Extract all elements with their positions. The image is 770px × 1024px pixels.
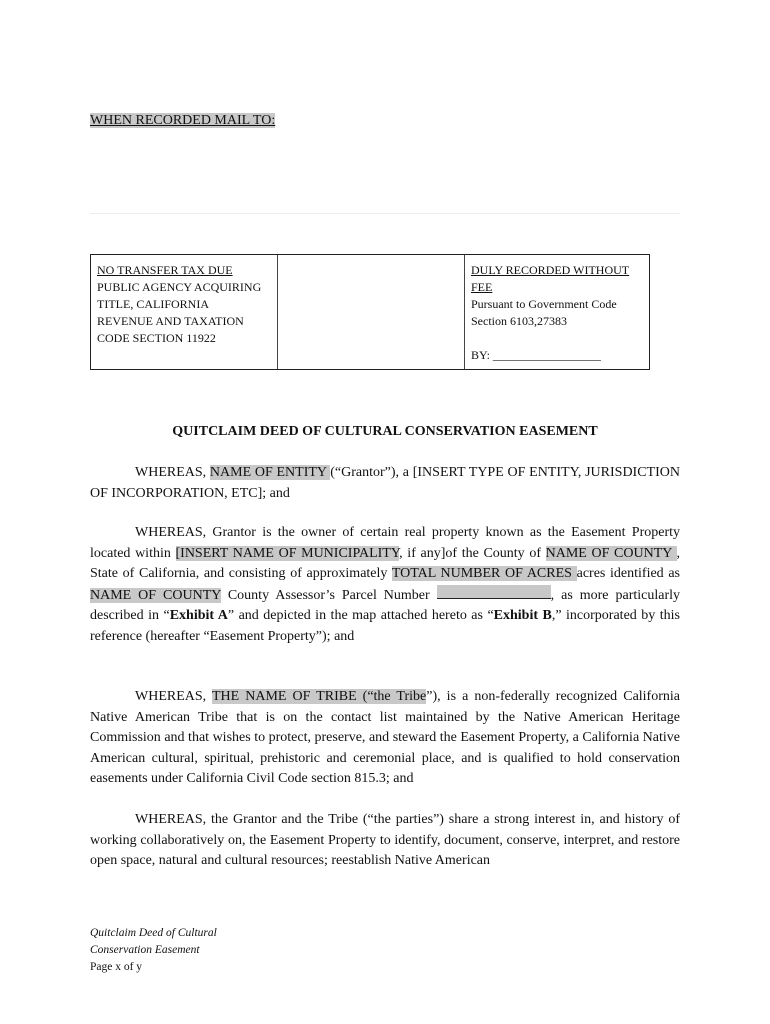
recorded-line: FEE <box>471 280 493 294</box>
whereas-paragraph-4: WHEREAS, the Grantor and the Tribe (“the parties”) share a strong interest in, and history of working collaboratively on, the Easement Property to identify, document, conserve, interpret, and restore open space, natural and cultural resources; reestablish Native American <box>90 812 680 868</box>
blank-cell <box>278 255 465 369</box>
transfer-tax-line: REVENUE AND TAXATION <box>97 314 244 328</box>
transfer-tax-line: TITLE, CALIFORNIA <box>97 297 209 311</box>
transfer-tax-cell <box>91 255 278 369</box>
document-title: QUITCLAIM DEED OF CULTURAL CONSERVATION EASEMENT <box>172 424 598 439</box>
recorded-line: Section 6103,27383 <box>471 314 567 328</box>
transfer-tax-line: PUBLIC AGENCY ACQUIRING <box>97 280 262 294</box>
whereas-paragraph-1: WHEREAS, NAME OF ENTITY (“Grantor”), a [INSERT TYPE OF ENTITY, JURISDICTION OF INCORPORATION, ETC]; and <box>90 465 680 501</box>
recorded-line: DULY RECORDED WITHOUT <box>471 263 630 277</box>
entity-placeholder: NAME OF ENTITY <box>209 465 331 480</box>
footer-doc-title: Quitclaim Deed of Cultural <box>90 927 217 939</box>
recorded-without-fee-cell <box>465 255 649 369</box>
page-number: Page x of y <box>90 961 143 973</box>
tribe-placeholder: THE NAME OF TRIBE (“the Tribe <box>211 689 427 704</box>
divider-line <box>90 213 680 214</box>
county-placeholder-2: NAME OF COUNTY <box>90 587 221 603</box>
parcel-number-blank <box>437 585 551 599</box>
recorded-line: Pursuant to Government Code <box>471 297 617 311</box>
county-placeholder: NAME OF COUNTY <box>545 545 677 561</box>
mail-to-heading <box>90 113 275 129</box>
transfer-tax-line: CODE SECTION 11922 <box>97 331 216 345</box>
whereas-paragraph-3: WHEREAS, THE NAME OF TRIBE (“the Tribe”), is a non-federally recognized California Native American Tribe that is on the contact list maintained by the Native American Heritage Commission and that wishes to protect, preserve, and steward the Easement Property, a California Native American cultural, spiritual, prehistoric and ceremonial place, and is qualified to hold conservation easements under California Civil Code section 815.3; and <box>90 689 680 786</box>
recording-info-box <box>90 254 650 370</box>
transfer-tax-line: NO TRANSFER TAX DUE <box>97 263 233 277</box>
exhibit-a-ref: Exhibit A <box>169 608 228 623</box>
acres-placeholder: TOTAL NUMBER OF ACRES <box>391 566 577 581</box>
whereas-paragraph-2: WHEREAS, Grantor is the owner of certain real property known as the Easement Property located within [INSERT NAME OF MUNICIPALITY, if any]of the County of NAME OF COUNTY , State of California, and consisting of approximately TOTAL NUMBER OF ACRES acres identified as NAME OF COUNTY County Assessor’s Parcel Number , as more particularly described in “Exhibit A” and depicted in the map attached hereto as “Exhibit B,” incorporated by this reference (hereafter “Easement Property”); and <box>90 525 681 644</box>
municipality-placeholder: [INSERT NAME OF MUNICIPALITY <box>175 545 400 561</box>
recorded-by-line: BY: __________________ <box>471 348 601 362</box>
exhibit-b-ref: Exhibit B <box>493 608 552 623</box>
mail-to-label: WHEN RECORDED MAIL TO: <box>90 113 276 128</box>
page-footer <box>90 925 217 976</box>
footer-doc-title: Conservation Easement <box>90 944 200 956</box>
